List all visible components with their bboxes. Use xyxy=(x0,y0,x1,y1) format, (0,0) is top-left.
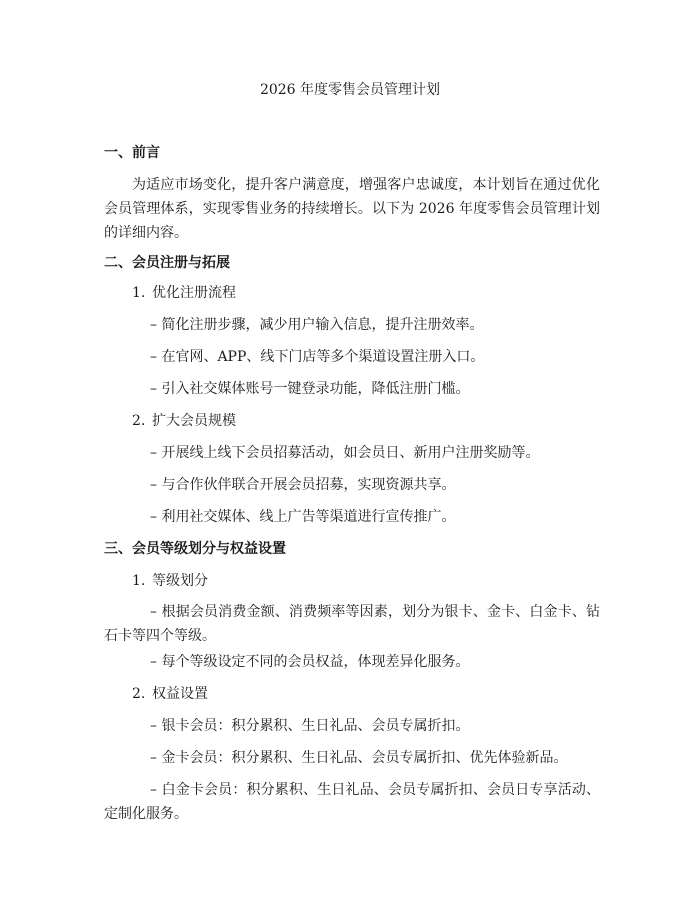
list-item-number: 2. xyxy=(132,686,146,702)
preface-paragraph: 为适应市场变化，提升客户满意度，增强客户忠诚度，本计划旨在通过优化会员管理体系，实现零售业务的持续增长。以下为 2026 年度零售会员管理计划的详细内容。 xyxy=(104,177,600,241)
bullet-item: – 利用社交媒体、线上广告等渠道进行宣传推广。 xyxy=(150,509,456,525)
list-item-label: 扩大会员规模 xyxy=(152,413,236,429)
bullet-item: – 与合作伙伴联合开展会员招募，实现资源共享。 xyxy=(150,477,456,493)
bullet-item: – 简化注册步骤，减少用户输入信息，提升注册效率。 xyxy=(150,317,484,333)
list-item-label: 权益设置 xyxy=(152,686,208,702)
section-heading-preface: 一、前言 xyxy=(104,145,160,161)
list-item-number: 1. xyxy=(132,573,146,589)
list-item-label: 等级划分 xyxy=(152,573,208,589)
list-item xyxy=(132,684,208,704)
document-title: 2026 年度零售会员管理计划 xyxy=(259,82,441,98)
bullet-item: – 银卡会员：积分累积、生日礼品、会员专属折扣。 xyxy=(150,718,470,734)
bullet-item: – 在官网、APP、线下门店等多个渠道设置注册入口。 xyxy=(150,349,485,365)
bullet-item: – 白金卡会员：积分累积、生日礼品、会员专属折扣、会员日专享活动、定制化服务。 xyxy=(104,782,600,822)
bullet-item: – 每个等级设定不同的会员权益，体现差异化服务。 xyxy=(150,654,470,670)
list-item xyxy=(132,283,236,303)
list-item xyxy=(132,411,236,431)
list-item-number: 1. xyxy=(132,285,146,301)
list-item-number: 2. xyxy=(132,413,146,429)
list-item-label: 优化注册流程 xyxy=(152,285,236,301)
bullet-item: – 根据会员消费金额、消费频率等因素，划分为银卡、金卡、白金卡、钻石卡等四个等级。 xyxy=(104,604,600,644)
list-item xyxy=(132,571,208,591)
section-heading-tiers: 三、会员等级划分与权益设置 xyxy=(104,541,286,557)
bullet-item: – 引入社交媒体账号一键登录功能，降低注册门槛。 xyxy=(150,381,470,397)
bullet-item: – 开展线上线下会员招募活动，如会员日、新用户注册奖励等。 xyxy=(150,445,540,461)
section-heading-registration: 二、会员注册与拓展 xyxy=(104,255,230,271)
bullet-item: – 金卡会员：积分累积、生日礼品、会员专属折扣、优先体验新品。 xyxy=(150,750,568,766)
